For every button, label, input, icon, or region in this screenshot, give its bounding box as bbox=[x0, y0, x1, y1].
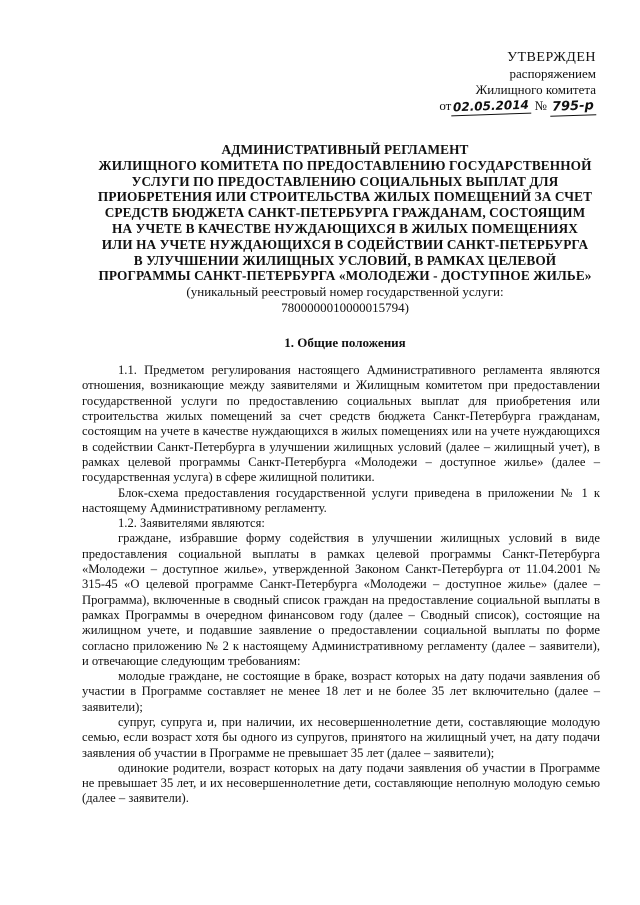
subtitle-line: (уникальный реестровый номер государственной услуги: bbox=[186, 284, 504, 300]
section-heading: 1. Общие положения bbox=[284, 335, 406, 351]
subtitle-line: 7800000010000015794) bbox=[281, 299, 409, 315]
approval-line-committee: Жилищного комитета bbox=[475, 82, 596, 97]
title-line: ИЛИ НА УЧЕТЕ НУЖДАЮЩИХСЯ В СОДЕЙСТВИИ САНКТ-ПЕТЕРБУРГА bbox=[101, 236, 589, 252]
approval-heading: УТВЕРЖДЕН bbox=[507, 50, 596, 65]
document-title bbox=[90, 142, 600, 284]
number-prefix: № bbox=[534, 98, 547, 113]
handwritten-number: 795-р bbox=[550, 98, 596, 117]
paragraph: 1.1. Предметом регулирования настоящего Административного регламента являются отношения, возникающие между заявителями и Жилищным комитетом при предоставлении государственной услуги по предоставлению социальных выплат для приобретения или строительства жилых помещений за счет средств бюджета Санкт-Петербурга гражданам, состоящим на учете в качестве нуждающихся в жилых помещениях или на учете нуждающихся в содействии Санкт-Петербурга в улучшении жилищных условий (далее – жилищный учет), в рамках целевой программы Санкт-Петербурга «Молодежи – доступное жилье» (далее – государственная услуга) в сфере жилищной политики. bbox=[82, 363, 600, 485]
section-body bbox=[82, 363, 600, 807]
registry-number bbox=[90, 284, 600, 315]
paragraph: Блок-схема предоставления государственной услуги приведена в приложении № 1 к настоящему Административному регламенту. bbox=[82, 485, 600, 515]
paragraph: 1.2. Заявителями являются: bbox=[118, 516, 265, 531]
title-line: УСЛУГИ ПО ПРЕДОСТАВЛЕНИЮ СОЦИАЛЬНЫХ ВЫПЛАТ ДЛЯ bbox=[131, 173, 559, 189]
title-line: ЖИЛИЩНОГО КОМИТЕТА ПО ПРЕДОСТАВЛЕНИЮ ГОСУДАРСТВЕННОЙ bbox=[98, 157, 592, 173]
title-line: НА УЧЕТЕ В КАЧЕСТВЕ НУЖДАЮЩИХСЯ В ЖИЛЫХ ПОМЕЩЕНИЯХ bbox=[112, 220, 578, 236]
approval-line-order: распоряжением bbox=[509, 66, 596, 81]
title-line: АДМИНИСТРАТИВНЫЙ РЕГЛАМЕНТ bbox=[221, 142, 469, 157]
title-line: ПРИОБРЕТЕНИЯ ИЛИ СТРОИТЕЛЬСТВА ЖИЛЫХ ПОМЕЩЕНИЙ ЗА СЧЕТ bbox=[97, 189, 593, 205]
date-prefix: от bbox=[439, 98, 452, 113]
approval-block bbox=[96, 50, 596, 116]
paragraph: молодые граждане, не состоящие в браке, возраст которых на дату подачи заявления об участии в Программе составляет не менее 18 лет и не более 35 лет включительно (далее – заявители); bbox=[82, 669, 600, 714]
handwritten-date: 02.05.2014 bbox=[451, 97, 531, 117]
title-line: ПРОГРАММЫ САНКТ-ПЕТЕРБУРГА «МОЛОДЕЖИ - ДОСТУПНОЕ ЖИЛЬЕ» bbox=[98, 268, 592, 284]
paragraph: граждане, избравшие форму содействия в улучшении жилищных условий в виде предоставления социальной выплаты в рамках целевой программы Санкт-Петербурга «Молодежи – доступное жилье», утвержденной Законом Санкт-Петербурга от 11.04.2001 № 315-45 «О целевой программе Санкт-Петербурга «Молодежи – доступное жилье» (далее – Программа), включенные в сводный список граждан на предоставление социальной выплаты в рамках Программы в очередном финансовом году (далее – Сводный список), состоящие на жилищном учете, и подавшие заявление о предоставлении социальной выплаты по форме согласно приложению № 2 к настоящему Административному регламенту (далее – заявители), и отвечающие следующим требованиям: bbox=[82, 531, 600, 668]
paragraph: супруг, супруга и, при наличии, их несовершеннолетние дети, составляющие молодую семью, если возраст хотя бы одного из супругов, принятого на жилищный учет, на дату подачи заявления об участии в Программе не превышает 35 лет (далее – заявители); bbox=[82, 715, 600, 760]
paragraph: одинокие родители, возраст которых на дату подачи заявления об участии в Программе не превышает 35 лет, и их несовершеннолетние дети, составляющие неполную молодую семью (далее – заявители). bbox=[82, 760, 600, 806]
title-line: В УЛУЧШЕНИИ ЖИЛИЩНЫХ УСЛОВИЙ, В РАМКАХ ЦЕЛЕВОЙ bbox=[133, 252, 557, 268]
title-line: СРЕДСТВ БЮДЖЕТА САНКТ-ПЕТЕРБУРГА ГРАЖДАНАМ, СОСТОЯЩИМ bbox=[104, 205, 586, 221]
approval-date-number-line bbox=[96, 98, 596, 116]
